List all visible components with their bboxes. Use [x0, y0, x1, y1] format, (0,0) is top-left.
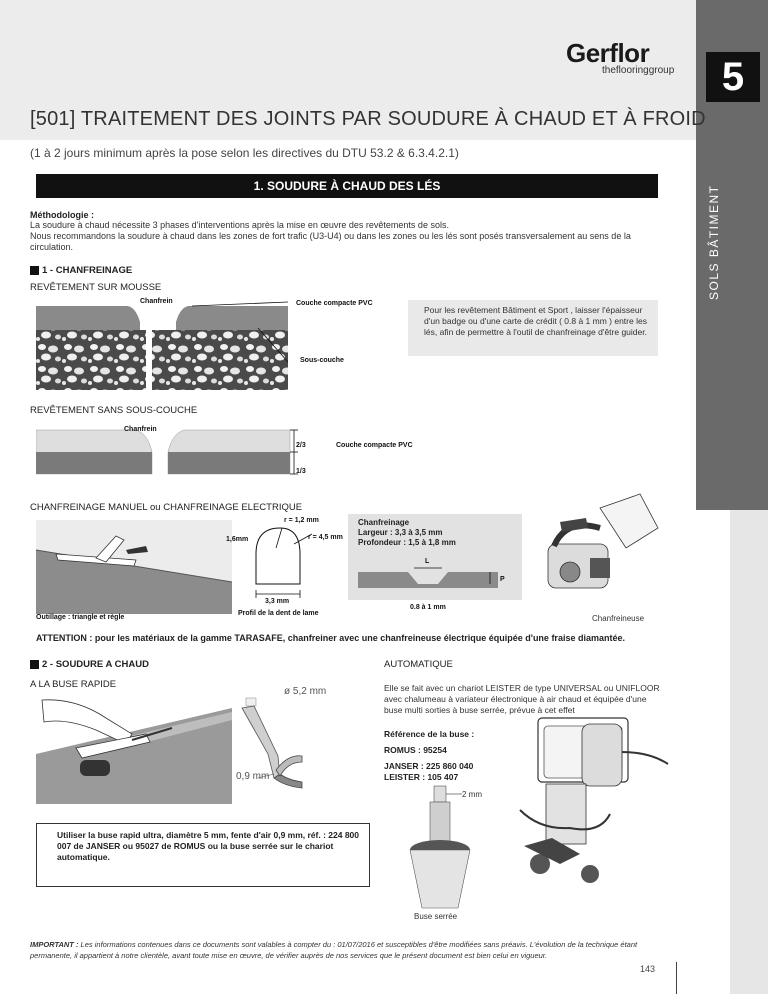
logo-tagline: theflooringgroup	[602, 65, 675, 76]
chamfer-depth: Profondeur : 1,5 à 1,8 mm	[358, 538, 456, 547]
width-label: 3,3 mm	[265, 598, 290, 605]
chapter-number: 5	[706, 52, 760, 102]
manual-heading-part-1: CHANFREINAGE MANUEL	[30, 502, 150, 513]
no-underlayer-compact-label: Couche compacte PVC	[336, 442, 413, 449]
bullet-square-icon	[30, 266, 39, 275]
foam-left-underlayer	[36, 330, 146, 390]
foam-underlayer-label: Sous-couche	[300, 357, 344, 364]
manual-heading-part-2: ou	[150, 502, 161, 513]
method-line-2: Nous recommandons la soudure à chaud dans les zones de fort trafic (U3-U4) ou dans les zones ou les lés sont posés transversalement au sens de la circulation.	[30, 231, 631, 252]
side-tab-lower	[730, 510, 768, 994]
foam-chamfer-diagram	[36, 298, 288, 392]
two-thirds-label: 2/3	[296, 442, 306, 449]
no-underlayer-diagram	[36, 422, 306, 482]
gap-label: 0.8 à 1 mm	[410, 604, 446, 611]
foam-left-top-layer	[36, 306, 140, 330]
important-disclaimer	[30, 939, 670, 961]
page-title: [501] TRAITEMENT DES JOINTS PAR SOUDURE À CHAUD ET À FROID	[30, 108, 706, 130]
ref-leister: LEISTER : 105 407	[384, 772, 459, 782]
important-label: IMPORTANT :	[30, 940, 79, 949]
foam-heading: REVÊTEMENT SUR MOUSSE	[30, 282, 162, 293]
tight-nozzle-illustration	[404, 782, 484, 912]
nozzle-note: Utiliser la buse rapid ultra, diamètre 5 mm, fente d'air 0,9 mm, réf. : 224 800 007 de JANSER ou 95027 de ROMUS ou la buse serrée sur le chariot automatique.	[36, 823, 370, 887]
logo-word: Gerflor	[566, 38, 650, 68]
important-text: Les informations contenues dans ce documents sont valables à compter du : 01/07/2016 et susceptibles d'être modifiées sans préavis. L'évolution de la technique étant permanente, il appartient à notre clientèle, avant toute mise en œuvre, de vérifier auprès de nos services que le présent document est bien celui en vigueur.	[30, 940, 638, 960]
step-2-heading	[30, 659, 149, 670]
hand-welding-illustration	[36, 694, 232, 804]
two-mm-label: 2 mm	[462, 790, 482, 799]
chamfer-width: Largeur : 3,3 à 3,5 mm	[358, 528, 443, 537]
tools-label: Outillage : triangle et règle	[36, 614, 125, 621]
fast-nozzle-heading: A LA BUSE RAPIDE	[30, 679, 117, 690]
method-text	[30, 220, 670, 253]
ref-romus: ROMUS : 95254	[384, 745, 447, 755]
tight-nozzle-label: Buse serrée	[414, 912, 458, 921]
ref-janser: JANSER : 225 860 040	[384, 761, 474, 771]
page-number: 143	[640, 964, 656, 974]
radius-large-label: r = 4,5 mm	[308, 534, 343, 541]
depth-P-label: P	[500, 576, 505, 583]
radius-small-label: r = 1,2 mm	[284, 517, 319, 524]
chamfer-spec-title: Chanfreinage	[358, 518, 410, 527]
chamfering-machine-illustration	[530, 488, 660, 608]
attention-note: ATTENTION : pour les matériaux de la gamme TARASAFE, chanfreiner avec une chanfreineuse électrique équipée d'une fraise diamantée.	[36, 633, 625, 643]
manual-electric-heading	[30, 502, 302, 513]
width-L-label: L	[425, 558, 430, 565]
bullet-square-icon	[30, 660, 39, 669]
auto-heading: AUTOMATIQUE	[384, 659, 453, 670]
step-1-heading	[30, 265, 132, 276]
nozzle-ref-heading: Référence de la buse :	[384, 729, 475, 739]
page-subtitle: (1 à 2 jours minimum après la pose selon les directives du DTU 53.2 & 6.3.4.2.1)	[30, 146, 459, 160]
brand-logo	[566, 38, 674, 76]
welding-cart-illustration	[500, 714, 670, 894]
auto-description: Elle se fait avec un chariot LEISTER de type UNIVERSAL ou UNIFLOOR avec chalumeau à variateur électronique à air chaud et équipée d'une buse multi sorties à buse serrée, prévue à cet effet	[384, 683, 660, 715]
foam-compact-layer-label: Couche compacte PVC	[296, 300, 373, 307]
section-heading: 1. SOUDURE À CHAUD DES LÉS	[36, 174, 658, 198]
method-title: Méthodologie :	[30, 210, 94, 220]
step-2-title: 2 - SOUDURE A CHAUD	[42, 659, 149, 670]
nozzle-diameter-label: ø 5,2 mm	[284, 686, 327, 697]
method-line-1: La soudure à chaud nécessite 3 phases d'interventions après la mise en œuvre des revêtements de sols.	[30, 220, 449, 230]
foam-right-top-layer	[176, 306, 288, 330]
no-underlayer-heading: REVÊTEMENT SANS SOUS-COUCHE	[30, 405, 198, 416]
machine-label: Chanfreineuse	[592, 614, 645, 623]
chamfer-groove-diagram	[358, 566, 508, 596]
no-underlayer-chamfer-label: Chanfrein	[124, 426, 157, 433]
chamfer-note: Pour les revêtement Bâtiment et Sport , laisser l'épaisseur d'un badge ou d'une carte de crédit ( 0.8 à 1 mm ) entre les lés, afin de permettre à l'outil de chanfreinage d'être guider.	[408, 300, 658, 356]
side-section-label: SOLS BÂTIMENT	[707, 184, 721, 300]
foam-chamfer-label: Chanfrein	[140, 298, 173, 305]
chamfer-spec-text	[358, 518, 456, 548]
page-number-divider	[676, 962, 677, 994]
blade-profile-label: Profil de la dent de lame	[238, 610, 319, 617]
manual-chamfer-illustration	[36, 520, 232, 614]
one-third-label: 1/3	[296, 468, 306, 475]
step-1-title: 1 - CHANFREINAGE	[42, 265, 133, 276]
height-label: 1,6mm	[226, 536, 249, 543]
nozzle-slit-label: 0,9 mm	[236, 771, 270, 782]
manual-heading-part-3: CHANFREINAGE ELECTRIQUE	[160, 502, 303, 513]
